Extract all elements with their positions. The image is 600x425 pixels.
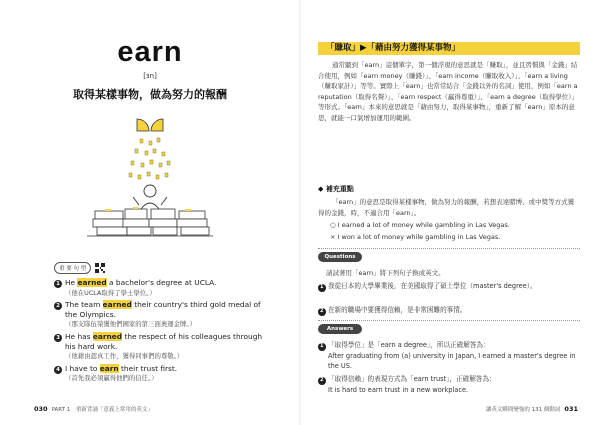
divider [318, 320, 580, 321]
right-folio [486, 405, 578, 413]
left-folio [34, 405, 153, 413]
running-head: 讓英文瞬間變強的 131 個動詞 [485, 407, 561, 413]
highlighted-verb: earn [99, 363, 119, 373]
example-item [54, 332, 274, 362]
example-translation: （他藉由認真工作，獲得同事們的尊敬。） [65, 352, 184, 361]
example-text: their trust first. [118, 363, 178, 373]
answer-number: 2 [318, 377, 326, 385]
incorrect-mark: × [330, 233, 336, 241]
headword: earn [117, 36, 183, 68]
example-text: He [65, 278, 78, 287]
question-item [318, 281, 580, 292]
highlighted-verb: earned [102, 300, 132, 310]
right-page [300, 0, 600, 425]
question-text: 我從日本的大學畢業後，在美國取得了碩士學位（master's degree）。 [328, 282, 537, 290]
page-number: 031 [564, 405, 578, 413]
qr-code-icon[interactable] [95, 263, 105, 273]
answer-number: 1 [318, 343, 326, 351]
example-item [54, 278, 274, 298]
example-text: The team [65, 300, 103, 310]
example-text: a bachelor's degree at UCLA. [106, 278, 217, 287]
correct-sentence: I earned a lot of money while gambling in Las Vegas. [337, 221, 510, 229]
example-translation: （首先我必須贏得他們的信任。） [65, 374, 158, 383]
example-text: He has [65, 331, 93, 341]
supplement-title: ◆ 補充重點 [318, 185, 354, 193]
example-translation: （那支隊伍榮獲他們國家的第三面奧運金牌。） [65, 320, 197, 329]
highlighted-verb: earned [92, 331, 123, 341]
example-number: 2 [54, 302, 62, 310]
example-header [54, 262, 105, 274]
question-number: 1 [318, 284, 326, 292]
page-number: 030 [34, 405, 48, 413]
example-translation: （他在UCLA取得了學士學位。） [65, 288, 156, 297]
answer-text: 「取得信賴」的表現方式為「earn trust」，正確解答為： [328, 375, 496, 383]
answer-item [318, 374, 580, 395]
incorrect-sentence: I won a lot of money while gambling in Las Vegas. [337, 233, 501, 241]
example-number: 4 [54, 366, 62, 374]
correct-example [330, 221, 510, 229]
answer-english: It is hard to earn trust in a new workplace. [328, 385, 469, 394]
answer-item [318, 340, 580, 372]
highlighted-verb: earned [77, 278, 107, 287]
answers-label: Answers [318, 324, 362, 334]
example-item [54, 300, 274, 330]
questions-label: Questions [318, 252, 362, 262]
running-head: PART 1 重新背誦「意義上常用的英文」 [51, 407, 153, 413]
question-text: 在新的職場中要獲得信賴，是非常困難的事情。 [328, 306, 467, 314]
example-text: the respect of his colleagues through his hard work. [65, 331, 263, 351]
example-tag: 重 要 句 型 [54, 262, 91, 274]
question-number: 2 [318, 308, 326, 316]
example-list [54, 278, 274, 386]
divider [318, 248, 580, 249]
pronunciation: [ɜn] [143, 72, 157, 80]
example-text: their country's third gold medal of the Olympics. [65, 300, 261, 319]
section-title: 「賺取」▶「藉由努力獲得某事物」 [318, 42, 580, 55]
example-number: 3 [54, 334, 62, 342]
coin-shower-illustration [85, 113, 215, 250]
answer-english: After graduating from (a) university in Japan, I earned a master's degree in the US. [328, 351, 576, 371]
answer-text: 「取得學位」是「earn a degree」，所以正確解答為： [328, 341, 490, 349]
core-meaning: 取得某樣事物，做為努力的報酬 [73, 88, 227, 101]
example-number: 1 [54, 280, 62, 288]
example-text: I have to [65, 363, 100, 373]
example-item [54, 364, 274, 384]
incorrect-example [330, 233, 500, 241]
questions-intro: 請試著用「earn」將下列句子換成英文。 [326, 269, 445, 277]
question-item [318, 305, 580, 316]
supplement-paragraph: 「earn」的意思是取得某樣事物，做為努力的報酬，若想表達賭博、或中獎等方式獲得的金錢，時，不適合用「earn」。 [318, 198, 575, 217]
explanation-paragraph: 通常聽到「earn」這個單字，第一個浮現的意思就是「賺取」，並且習慣與「金錢」結合使用，例如「earn money（賺錢）」、「earn income（賺取收入）」、「earn a living（賺取家計）」等等。實際上「earn」也常常結合「金錢以外的名詞」使用，例如「earn a reputation（取得名聲）」、「earn respect（贏得尊重）」、「earn a degree（取得學位）」等形式。「earn」本來的意思就是「藉由努力，取得某事物」，重新了解「earn」原本的意思，就能一口氣增加運用的範圍。 [318, 61, 578, 122]
correct-mark: ○ [330, 221, 336, 229]
